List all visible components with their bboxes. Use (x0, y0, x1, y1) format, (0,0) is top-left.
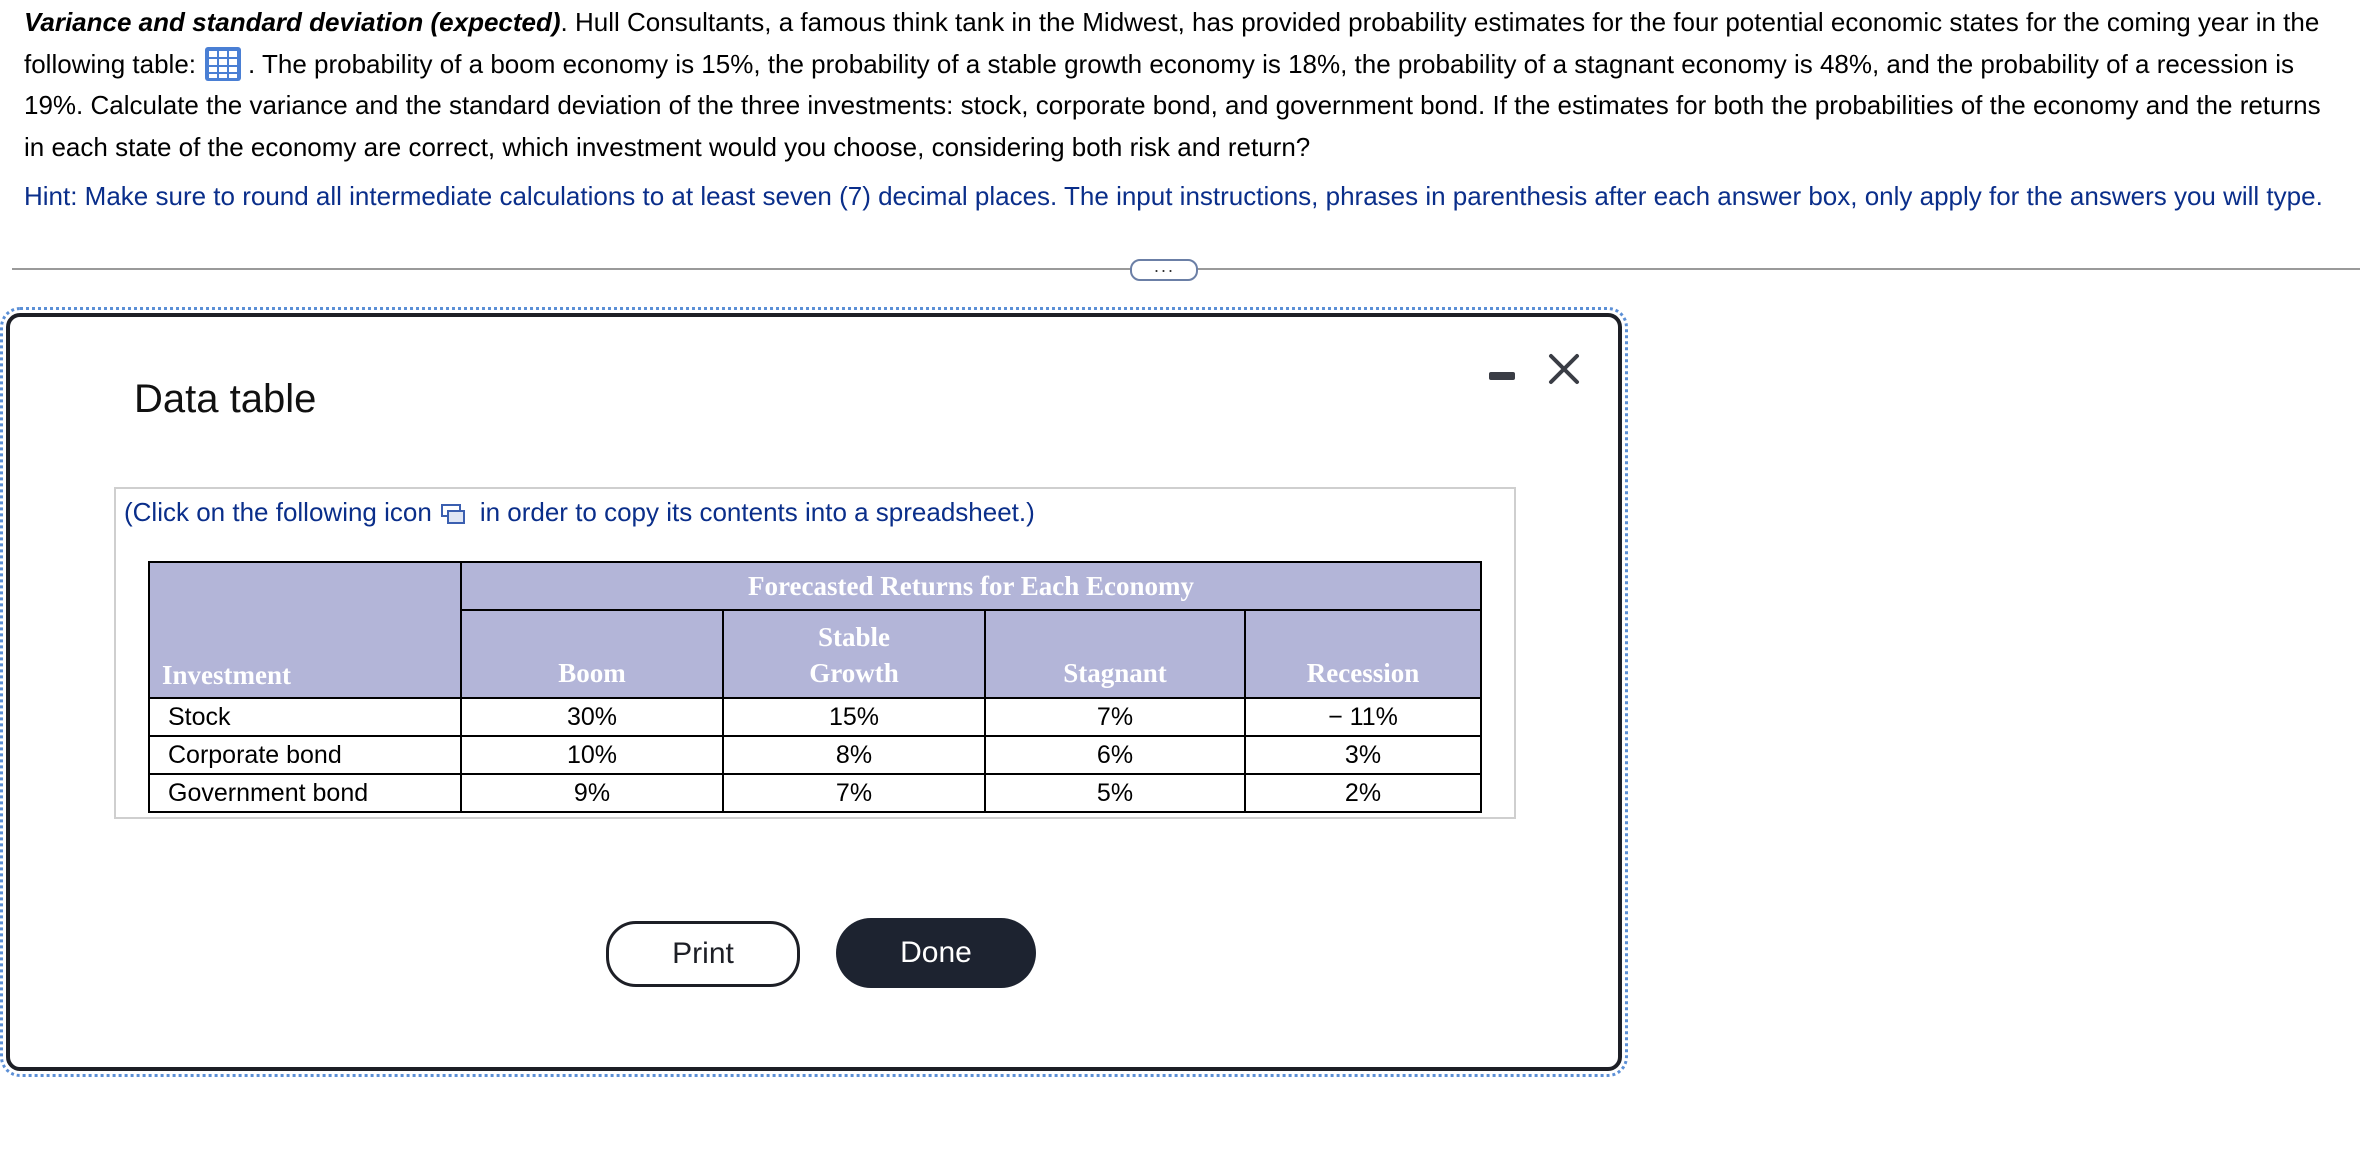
copy-note-text-1: (Click on the following icon (124, 497, 432, 527)
close-icon[interactable] (1544, 349, 1584, 389)
hint-text: Hint: Make sure to round all intermediate calculations to at least seven (7) decimal places. The input instructions, phrases in parenthesis after each answer box, only apply for the answers you will type. (24, 181, 2323, 211)
cell-stagnant: 7% (985, 698, 1245, 736)
problem-text-part2: . The probability of a boom economy is 15%, the probability of a stable growth economy is 18%, the probability of a stagnant economy is 48%, and the probability of a recession is 19%. Calculate the variance and the standard deviation of the three investments: stock, corporate bond, and government bond. If the estimates for both the probabilities of the economy and the returns in each state of the economy are correct, which investment would you choose, considering both risk and return? (24, 48, 2321, 162)
copy-note-text-2: in order to copy its contents into a spreadsheet.) (479, 497, 1035, 527)
cell-recession: − 11% (1245, 698, 1481, 736)
cell-stagnant: 5% (985, 774, 1245, 812)
table-row (149, 774, 1481, 812)
done-button[interactable]: Done (836, 918, 1036, 988)
dialog-title: Data table (134, 377, 317, 421)
column-header-boom: Boom (461, 610, 723, 698)
row-name: Government bond (149, 774, 461, 812)
column-header-stagnant: Stagnant (985, 610, 1245, 698)
problem-title: Variance and standard deviation (expected) (24, 7, 561, 37)
cell-recession: 3% (1245, 736, 1481, 774)
more-options-button[interactable]: ··· (1130, 259, 1198, 281)
column-header-recession: Recession (1245, 610, 1481, 698)
cell-boom: 30% (461, 698, 723, 736)
group-header: Forecasted Returns for Each Economy (461, 562, 1481, 610)
cell-stable-growth: 15% (723, 698, 985, 736)
row-name: Stock (149, 698, 461, 736)
copy-instructions (124, 497, 1035, 528)
returns-table (148, 561, 1482, 813)
cell-boom: 10% (461, 736, 723, 774)
cell-recession: 2% (1245, 774, 1481, 812)
problem-statement (24, 2, 2344, 168)
data-panel (114, 487, 1516, 819)
copy-to-spreadsheet-icon[interactable] (440, 501, 466, 523)
cell-stable-growth: 8% (723, 736, 985, 774)
problem-title-period: . (560, 7, 568, 37)
cell-stable-growth: 7% (723, 774, 985, 812)
cell-boom: 9% (461, 774, 723, 812)
column-header-investment: Investment (149, 562, 461, 698)
table-row (149, 736, 1481, 774)
table-row (149, 698, 1481, 736)
print-button[interactable]: Print (606, 921, 800, 987)
minimize-icon[interactable] (1489, 372, 1515, 380)
column-header-stable-growth: Stable Growth (723, 610, 985, 698)
row-name: Corporate bond (149, 736, 461, 774)
problem-text-part1: Hull Consultants, a famous think tank in the Midwest, has provided probability estimates for the four potential economic states for the coming year in the following table: (24, 7, 2320, 79)
data-table-icon[interactable] (204, 46, 242, 82)
cell-stagnant: 6% (985, 736, 1245, 774)
data-table-dialog (6, 313, 1622, 1071)
